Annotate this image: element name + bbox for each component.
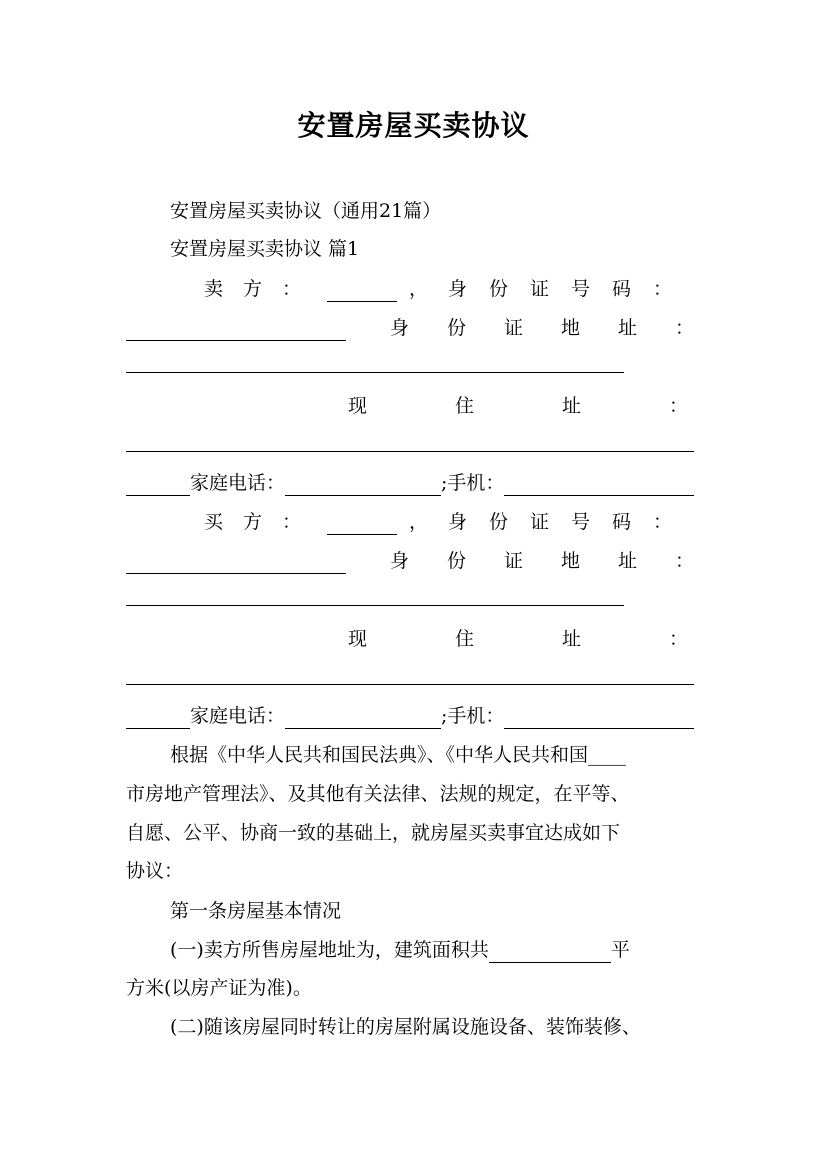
seller-current-address-label: 现住址： <box>348 395 777 417</box>
clause-1-line-2: 方米(以房产证为准)。 <box>126 977 312 999</box>
preamble-line-2: 市房地产管理法》、及其他有关法律、法规的规定，在平等、 <box>126 783 630 805</box>
seller-mobile-label: ;手机： <box>441 472 505 494</box>
section-heading: 安置房屋买卖协议 篇1 <box>170 238 360 260</box>
document-title: 安置房屋买卖协议 <box>297 109 530 142</box>
buyer-address-tail-blank[interactable] <box>126 709 190 729</box>
buyer-id-number-blank[interactable] <box>126 554 346 574</box>
buyer-name-blank[interactable] <box>327 515 397 535</box>
seller-id-address-blank[interactable] <box>126 353 624 373</box>
seller-id-address-label: 身份证地址： <box>389 317 732 339</box>
seller-mobile-blank[interactable] <box>504 476 694 496</box>
buyer-comma: ， <box>408 511 428 533</box>
buyer-id-address-blank-line <box>126 586 694 606</box>
seller-address-tail-blank[interactable] <box>126 476 190 496</box>
buyer-mobile-label: ;手机： <box>441 705 505 727</box>
buyer-id-address-line <box>126 548 732 574</box>
seller-id-number-label: 身份证号码： <box>447 278 694 300</box>
buyer-phone-line <box>126 703 694 729</box>
subtitle: 安置房屋买卖协议（通用21篇） <box>170 200 442 222</box>
seller-phone-line <box>126 470 694 496</box>
seller-current-address-blank-line <box>126 432 694 452</box>
clause-2-line: (二)随该房屋同时转让的房屋附属设施设备、装饰装修、 <box>170 1016 641 1038</box>
clause-1-text: (一)卖方所售房屋地址为，建筑面积共 <box>170 939 489 961</box>
article-1-heading: 第一条房屋基本情况 <box>170 900 342 922</box>
seller-comma: ， <box>408 278 428 300</box>
buyer-mobile-blank[interactable] <box>504 709 694 729</box>
buyer-current-address-line <box>348 626 777 652</box>
buyer-line <box>204 509 694 535</box>
buyer-label: 买方： <box>204 511 322 533</box>
buyer-id-address-label: 身份证地址： <box>389 550 732 572</box>
seller-id-address-blank-line <box>126 353 694 373</box>
preamble-line-1: 根据《中华人民共和国民法典》、《中华人民共和国____ <box>170 744 627 766</box>
seller-id-address-line <box>126 315 732 341</box>
buyer-id-address-blank[interactable] <box>126 586 624 606</box>
seller-name-blank[interactable] <box>327 282 397 302</box>
seller-home-phone-blank[interactable] <box>285 476 441 496</box>
buyer-home-phone-label: 家庭电话： <box>190 705 286 727</box>
buyer-current-address-blank[interactable] <box>126 665 694 685</box>
clause-1-line <box>170 937 694 963</box>
buyer-id-number-label: 身份证号码： <box>447 511 694 533</box>
buyer-current-address-blank-line <box>126 665 694 685</box>
seller-id-number-blank[interactable] <box>126 321 346 341</box>
seller-line <box>204 276 694 302</box>
buyer-current-address-label: 现住址： <box>348 628 777 650</box>
building-area-blank[interactable] <box>489 943 611 963</box>
preamble-line-4: 协议： <box>126 860 184 882</box>
clause-1-unit-start: 平 <box>610 939 630 961</box>
preamble-line-3: 自愿、公平、协商一致的基础上，就房屋买卖事宜达成如下 <box>126 822 621 844</box>
buyer-home-phone-blank[interactable] <box>285 709 441 729</box>
seller-current-address-line <box>348 393 777 419</box>
seller-label: 卖方： <box>204 278 322 300</box>
seller-current-address-blank[interactable] <box>126 432 694 452</box>
seller-home-phone-label: 家庭电话： <box>190 472 286 494</box>
